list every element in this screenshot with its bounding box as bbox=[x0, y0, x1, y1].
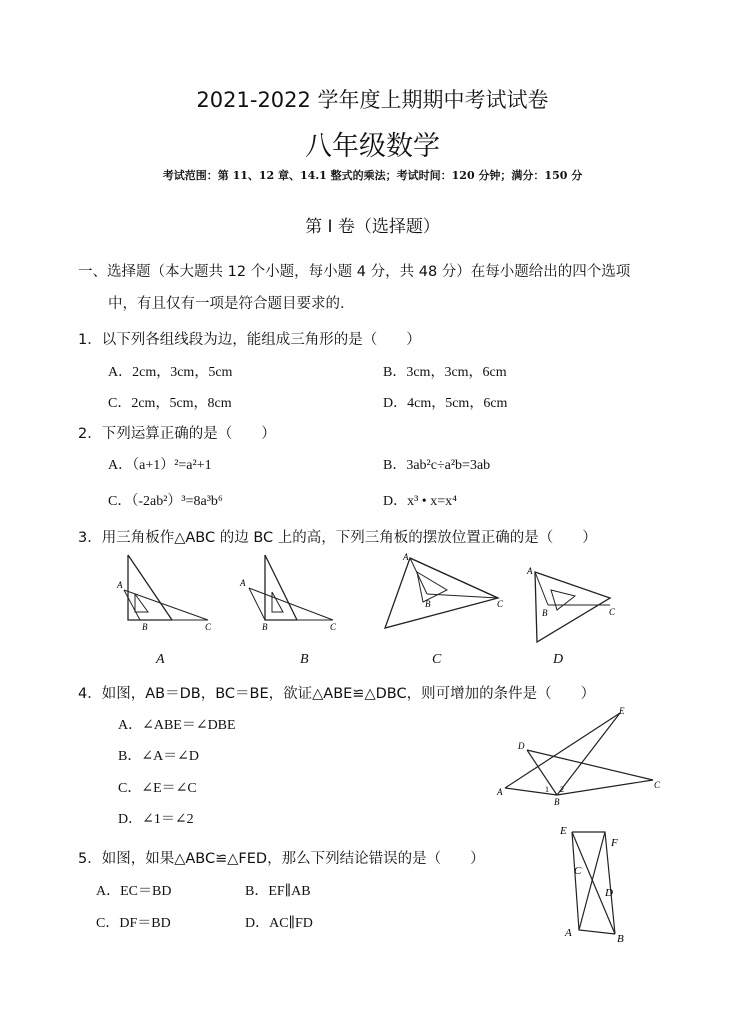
q3-stem: 3．用三角板作△ABC 的边 BC 上的高，下列三角板的摆放位置正确的是（ ） bbox=[78, 530, 597, 546]
q2-option-c: C．（-2ab²）³=8a³b⁶ bbox=[108, 494, 223, 509]
q2-stem: 2．下列运算正确的是（ ） bbox=[78, 426, 276, 442]
exam-scope: 考试范围：第 11、12 章、14.1 整式的乘法；考试时间：120 分钟；满分：150 分 bbox=[162, 169, 583, 182]
q4-point-a: A bbox=[497, 787, 503, 797]
q3d-point-b: B bbox=[542, 608, 548, 618]
q4-option-c: C．∠E＝∠C bbox=[118, 781, 197, 796]
q3-caption-c: C bbox=[432, 652, 442, 667]
q3b-point-c: C bbox=[330, 622, 337, 632]
q3-figure-b bbox=[235, 550, 345, 635]
q3b-point-a: A bbox=[240, 578, 246, 588]
q5-stem: 5．如图，如果△ABC≌△FED，那么下列结论错误的是（ ） bbox=[78, 851, 485, 867]
q3-figure-c bbox=[375, 550, 515, 635]
q5-option-c: C．DF＝BD bbox=[96, 916, 171, 931]
q4-point-e: E bbox=[619, 706, 625, 716]
q2-option-d: D．x³ • x=x⁴ bbox=[383, 494, 457, 509]
q3c-point-c: C bbox=[497, 599, 504, 609]
q5-point-f: F bbox=[611, 837, 618, 849]
q1-option-d: D．4cm，5cm，6cm bbox=[383, 396, 508, 411]
exam-subject: 八年级数学 bbox=[305, 131, 440, 162]
q3-caption-d: D bbox=[553, 652, 564, 667]
q4-option-b: B．∠A＝∠D bbox=[118, 749, 200, 764]
q1-stem: 1．以下列各组线段为边，能组成三角形的是（ ） bbox=[78, 332, 421, 348]
q1-option-a: A．2cm，3cm，5cm bbox=[108, 365, 233, 380]
q3a-point-b: B bbox=[142, 622, 148, 632]
section-intro-line1: 一、选择题（本大题共 12 个小题，每小题 4 分，共 48 分）在每小题给出的四个选项 bbox=[78, 264, 631, 280]
q4-point-b: B bbox=[554, 797, 560, 807]
q3-caption-a: A bbox=[156, 652, 165, 667]
q3a-point-c: C bbox=[205, 622, 212, 632]
q3-figure-a bbox=[110, 550, 220, 635]
q3c-point-a: A bbox=[403, 552, 409, 562]
exam-title: 2021-2022 学年度上期期中考试试卷 bbox=[196, 88, 549, 112]
q3a-point-a: A bbox=[117, 580, 123, 590]
q1-option-b: B．3cm，3cm，6cm bbox=[383, 365, 507, 380]
q4-stem: 4．如图，AB＝DB，BC＝BE，欲证△ABE≌△DBC，则可增加的条件是（ ） bbox=[78, 686, 596, 702]
q4-point-c: C bbox=[654, 780, 661, 790]
q3-caption-b: B bbox=[300, 652, 309, 667]
q3d-point-a: A bbox=[527, 566, 533, 576]
q4-angle-2: 2 bbox=[560, 785, 564, 794]
q3c-point-b: B bbox=[425, 599, 431, 609]
q4-option-a: A．∠ABE＝∠DBE bbox=[118, 718, 236, 733]
q5-point-a: A bbox=[565, 927, 572, 939]
q5-point-e: E bbox=[560, 825, 567, 837]
q5-option-b: B．EF∥AB bbox=[245, 884, 311, 899]
q5-option-a: A．EC＝BD bbox=[96, 884, 172, 899]
q5-option-d: D．AC∥FD bbox=[245, 916, 313, 931]
q3d-point-c: C bbox=[609, 607, 616, 617]
q3b-point-b: B bbox=[262, 622, 268, 632]
q5-point-d: D bbox=[605, 887, 613, 899]
q5-point-c: C bbox=[574, 865, 582, 877]
q5-point-b: B bbox=[617, 933, 624, 945]
volume-heading: 第 I 卷（选择题） bbox=[305, 217, 440, 237]
q4-point-d: D bbox=[518, 741, 525, 751]
q1-option-c: C．2cm，5cm，8cm bbox=[108, 396, 232, 411]
q4-figure bbox=[495, 705, 670, 805]
q3-figure-d bbox=[515, 560, 625, 645]
q4-option-d: D．∠1＝∠2 bbox=[118, 812, 194, 827]
section-intro-line2: 中，有且仅有一项是符合题目要求的． bbox=[108, 296, 355, 312]
q2-option-b: B．3ab²c÷a²b=3ab bbox=[383, 458, 491, 473]
q2-option-a: A．（a+1）²=a²+1 bbox=[108, 458, 212, 473]
q5-figure bbox=[555, 822, 640, 947]
q4-angle-1: 1 bbox=[545, 785, 549, 794]
